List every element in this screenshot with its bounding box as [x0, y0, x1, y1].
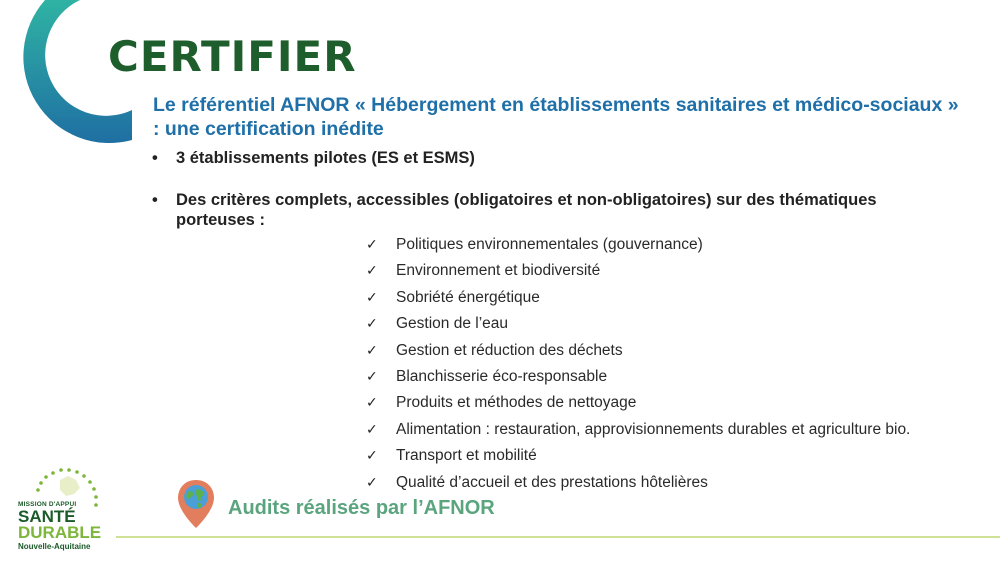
theme-item	[366, 311, 910, 337]
globe-pin-icon	[176, 478, 216, 530]
theme-item	[366, 417, 910, 443]
bullet-text: 3 établissements pilotes (ES et ESMS)	[176, 149, 475, 167]
theme-text: Gestion de l’eau	[396, 315, 509, 333]
theme-item	[366, 232, 910, 258]
theme-item	[366, 364, 910, 390]
bullet-symbol: •	[152, 149, 158, 167]
check-icon: ✓	[366, 237, 378, 253]
logo-line-3: DURABLE	[18, 523, 102, 542]
slide-title: CERTIFIER	[108, 32, 357, 81]
theme-text: Produits et méthodes de nettoyage	[396, 394, 637, 412]
theme-text: Qualité d’accueil et des prestations hôtelières	[396, 473, 708, 491]
theme-text: Transport et mobilité	[396, 447, 537, 465]
bullet-symbol: •	[152, 191, 158, 209]
bullet-text: Des critères complets, accessibles (obligatoires et non-obligatoires) sur des thématiques porteuses :	[176, 191, 877, 229]
theme-text: Politiques environnementales (gouvernance)	[396, 236, 703, 253]
check-icon: ✓	[366, 316, 378, 333]
check-icon: ✓	[366, 289, 378, 306]
themes-checklist	[366, 232, 910, 496]
theme-item	[366, 443, 910, 469]
check-icon: ✓	[366, 448, 378, 465]
logo-line-1: MISSION D'APPUI	[18, 501, 77, 508]
check-icon: ✓	[366, 395, 378, 412]
check-icon: ✓	[366, 342, 378, 359]
check-icon: ✓	[366, 368, 378, 385]
theme-item	[366, 390, 910, 416]
theme-text: Environnement et biodiversité	[396, 262, 601, 280]
theme-item	[366, 285, 910, 311]
bullet-item	[152, 148, 952, 168]
theme-text: Alimentation : restauration, approvisionnements durables et agriculture bio.	[396, 420, 911, 438]
check-icon: ✓	[366, 421, 378, 438]
audits-label: Audits réalisés par l’AFNOR	[228, 497, 495, 519]
sante-durable-logo	[8, 458, 112, 558]
theme-text: Sobriété énergétique	[396, 288, 540, 306]
check-icon: ✓	[366, 474, 378, 491]
logo-line-4: Nouvelle-Aquitaine	[18, 542, 91, 551]
check-icon: ✓	[366, 263, 378, 280]
theme-item	[366, 258, 910, 284]
slide-subtitle: Le référentiel AFNOR « Hébergement en établissements sanitaires et médico-sociaux » : une certification inédite	[153, 94, 959, 140]
theme-item	[366, 338, 910, 364]
bullet-item	[152, 190, 952, 230]
logo-line-2: SANTÉ	[18, 507, 76, 526]
theme-text: Gestion et réduction des déchets	[396, 341, 623, 359]
theme-item	[366, 470, 910, 496]
divider-line	[116, 536, 1000, 538]
theme-text: Blanchisserie éco-responsable	[396, 367, 608, 385]
bullet-list	[152, 148, 952, 230]
